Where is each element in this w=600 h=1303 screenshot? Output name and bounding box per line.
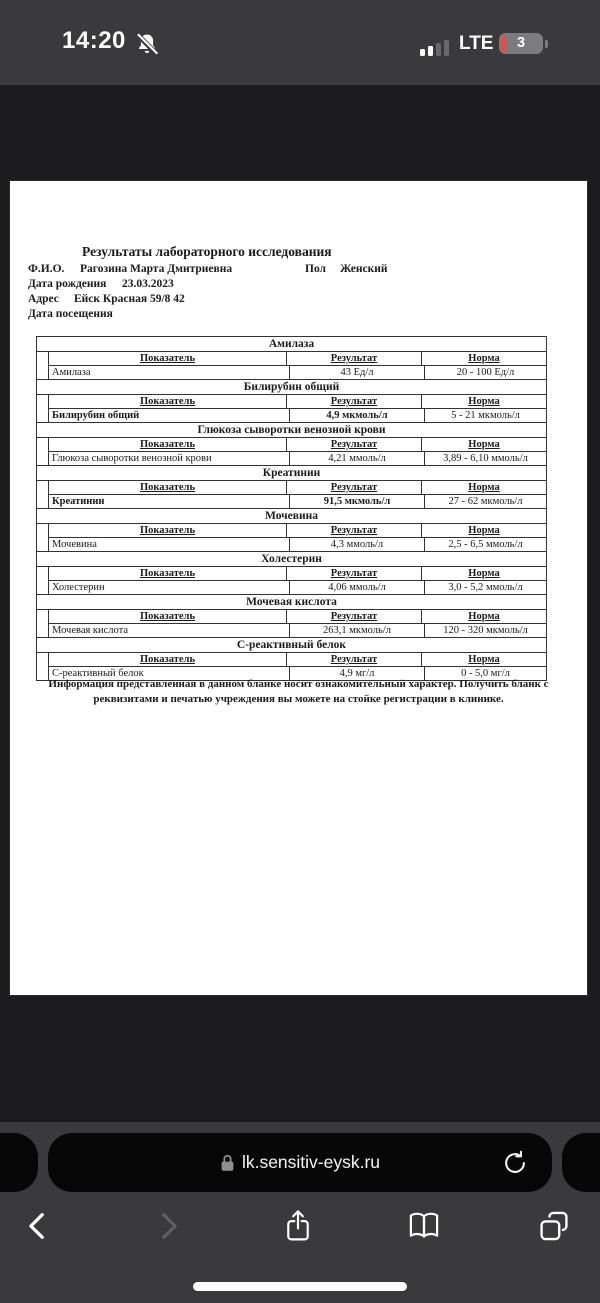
table-row	[49, 366, 546, 379]
norm-cell: 120 - 320 мкмоль/л	[443, 625, 528, 636]
table-header-row	[49, 481, 546, 495]
back-button[interactable]	[21, 1209, 55, 1243]
next-tab-pill[interactable]	[562, 1133, 600, 1192]
bell-slash-icon	[134, 31, 160, 57]
col-norm: Норма	[468, 353, 500, 364]
table-header-row	[49, 438, 546, 452]
table-header-row	[49, 352, 546, 366]
col-norm: Норма	[468, 654, 500, 665]
birthdate-value: 23.03.2023	[122, 278, 174, 290]
cellular-signal-icon	[420, 39, 450, 56]
webpage-viewport[interactable]	[0, 85, 600, 1122]
section-bilirubin	[36, 379, 547, 423]
gender-value: Женский	[340, 263, 388, 275]
indicator-cell: Креатинин	[49, 495, 290, 508]
col-result: Результат	[287, 567, 422, 580]
section-crp	[36, 637, 547, 681]
address-bar[interactable]	[48, 1133, 552, 1192]
col-indicator: Показатель	[49, 567, 287, 580]
indicator-cell: Глюкоза сыворотки венозной крови	[49, 452, 290, 465]
battery-percent: 3	[516, 35, 526, 51]
address-value: Ейск Красная 59/8 42	[74, 293, 185, 305]
section-title: Амилаза	[37, 337, 546, 352]
indicator-cell: Мочевина	[49, 538, 290, 551]
reload-button[interactable]	[502, 1150, 528, 1176]
col-indicator: Показатель	[49, 481, 287, 494]
col-result: Результат	[287, 481, 422, 494]
table-row	[49, 409, 546, 422]
section-title: Мочевина	[37, 509, 546, 524]
forward-button[interactable]	[151, 1209, 185, 1243]
lock-icon	[220, 1153, 235, 1172]
birthdate-label: Дата рождения	[28, 278, 107, 290]
visit-date-line	[10, 308, 587, 322]
col-norm: Норма	[468, 525, 500, 536]
col-indicator: Показатель	[49, 653, 287, 666]
address-label: Адрес	[28, 293, 59, 305]
fio-value: Рагозина Марта Дмитриевна	[80, 263, 233, 275]
safari-bottom-bar	[0, 1122, 600, 1303]
col-indicator: Показатель	[49, 395, 287, 408]
battery-icon	[499, 33, 543, 54]
indicator-cell: Холестерин	[49, 581, 290, 594]
fio-label: Ф.И.О.	[28, 263, 65, 275]
result-cell: 4,9 мг/л	[290, 667, 425, 680]
clock: 14:20	[62, 27, 126, 54]
table-row	[49, 581, 546, 594]
table-header-row	[49, 567, 546, 581]
lab-results-tables	[36, 336, 547, 681]
section-title: Мочевая кислота	[37, 595, 546, 610]
section-title: Глюкоза сыворотки венозной крови	[37, 423, 546, 438]
table-header-row	[49, 395, 546, 409]
section-title: Билирубин общий	[37, 380, 546, 395]
result-cell: 4,9 мкмоль/л	[290, 409, 425, 422]
norm-cell: 2,5 - 6,5 ммоль/л	[448, 539, 523, 550]
col-indicator: Показатель	[49, 438, 287, 451]
norm-cell: 5 - 21 мкмоль/л	[451, 410, 520, 421]
section-uric-acid	[36, 594, 547, 638]
table-row	[49, 495, 546, 508]
section-title: С-реактивный белок	[37, 638, 546, 653]
battery-cap	[545, 40, 548, 48]
col-indicator: Показатель	[49, 352, 287, 365]
share-button[interactable]	[281, 1209, 315, 1243]
patient-line	[10, 263, 587, 277]
section-title: Холестерин	[37, 552, 546, 567]
norm-cell: 3,89 - 6,10 ммоль/л	[443, 453, 528, 464]
indicator-cell: С-реактивный белок	[49, 667, 290, 680]
col-norm: Норма	[468, 396, 500, 407]
norm-cell: 3,0 - 5,2 ммоль/л	[448, 582, 523, 593]
table-header-row	[49, 524, 546, 538]
indicator-cell: Билирубин общий	[49, 409, 290, 422]
col-norm: Норма	[468, 482, 500, 493]
status-bar	[0, 0, 600, 85]
section-glucose	[36, 422, 547, 466]
col-result: Результат	[287, 438, 422, 451]
home-indicator[interactable]	[193, 1282, 407, 1291]
col-result: Результат	[287, 352, 422, 365]
section-amylase	[36, 336, 547, 380]
indicator-cell: Амилаза	[49, 366, 290, 379]
lab-report-document	[10, 181, 587, 995]
col-indicator: Показатель	[49, 524, 287, 537]
tabs-button[interactable]	[537, 1209, 571, 1243]
col-result: Результат	[287, 395, 422, 408]
report-title: Результаты лабораторного исследования	[82, 244, 332, 259]
url-text: lk.sensitiv-eysk.ru	[241, 1152, 381, 1172]
address-line	[10, 293, 587, 307]
norm-cell: 27 - 62 мкмоль/л	[448, 496, 523, 507]
section-creatinine	[36, 465, 547, 509]
table-row	[49, 624, 546, 637]
table-header-row	[49, 653, 546, 667]
norm-cell: 20 - 100 Ед/л	[456, 367, 515, 378]
result-cell: 4,3 ммоль/л	[290, 538, 425, 551]
result-cell: 4,21 ммоль/л	[290, 452, 425, 465]
result-cell: 91,5 мкмоль/л	[290, 495, 425, 508]
section-title: Креатинин	[37, 466, 546, 481]
col-norm: Норма	[468, 611, 500, 622]
bookmarks-button[interactable]	[407, 1209, 441, 1243]
result-cell: 4,06 ммоль/л	[290, 581, 425, 594]
table-header-row	[49, 610, 546, 624]
visit-date-label: Дата посещения	[28, 308, 113, 320]
table-row	[49, 452, 546, 465]
previous-tab-pill[interactable]	[0, 1133, 38, 1192]
disclaimer-text: Информация представленная в данном бланке носит ознакомительный характер. Получить бланк с реквизитами и печатью учреждения вы можете на стойке регистрации в клинике.	[48, 678, 549, 705]
col-norm: Норма	[468, 439, 500, 450]
section-cholesterol	[36, 551, 547, 595]
col-indicator: Показатель	[49, 610, 287, 623]
col-result: Результат	[287, 653, 422, 666]
table-row	[49, 538, 546, 551]
gender-label: Пол	[305, 263, 326, 275]
indicator-cell: Мочевая кислота	[49, 624, 290, 637]
network-type-label: LTE	[459, 33, 494, 54]
col-result: Результат	[287, 610, 422, 623]
norm-cell: 0 - 5,0 мг/л	[461, 668, 510, 679]
result-cell: 43 Ед/л	[290, 366, 425, 379]
col-norm: Норма	[468, 568, 500, 579]
result-cell: 263,1 мкмоль/л	[290, 624, 425, 637]
birthdate-line	[10, 278, 587, 292]
col-result: Результат	[287, 524, 422, 537]
section-urea	[36, 508, 547, 552]
